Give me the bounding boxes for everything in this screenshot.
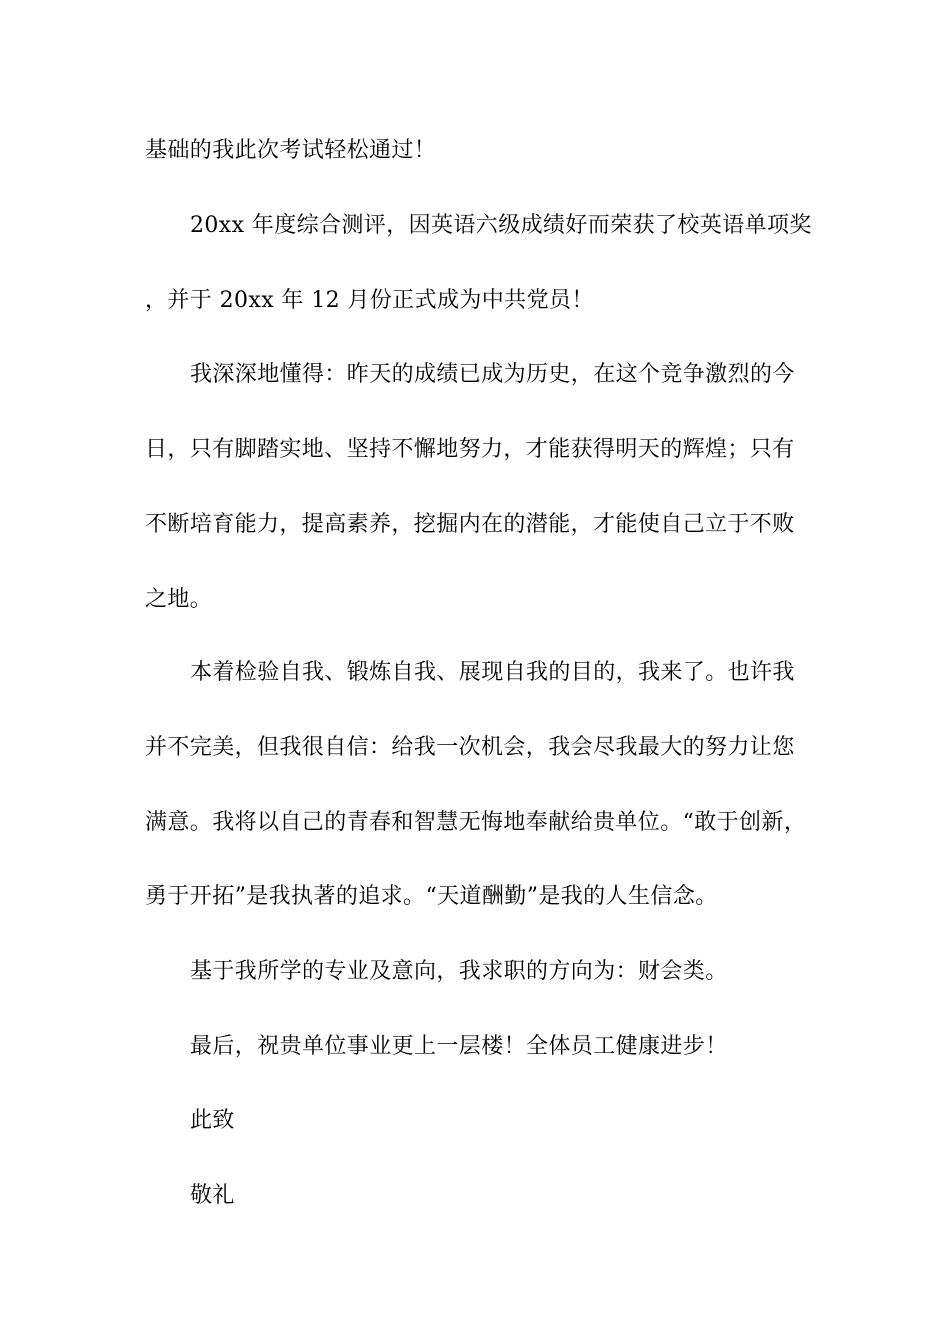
text-line-4: 我深深地懂得：昨天的成绩已成为历史，在这个竞争激烈的今 (190, 362, 795, 387)
text-line-13: 最后，祝贵单位事业更上一层楼！全体员工健康进步！ (190, 1034, 728, 1059)
text-line-11: 勇于开拓”是我执著的追求。“天道酬勤”是我的人生信念。 (145, 884, 718, 909)
closing-salutation: 此致 (190, 1108, 235, 1133)
text-line-3: ，并于 20xx 年 12 月份正式成为中共党员！ (145, 288, 594, 313)
text-line-7: 之地。 (145, 587, 213, 612)
text-line-10: 满意。我将以自己的青春和智慧无悔地奉献给贵单位。“敢于创新， (145, 810, 807, 835)
text-line-8: 本着检验自我、锻炼自我、展现自我的目的，我来了。也许我 (190, 660, 795, 685)
text-line-2: 20xx 年度综合测评，因英语六级成绩好而荣获了校英语单项奖 (190, 213, 812, 238)
text-line-5: 日，只有脚踏实地、坚持不懈地努力，才能获得明天的辉煌；只有 (145, 437, 795, 462)
text-line-12: 基于我所学的专业及意向，我求职的方向为：财会类。 (190, 959, 728, 984)
text-line-6: 不断培育能力，提高素养，挖掘内在的潜能，才能使自己立于不败 (145, 512, 795, 537)
text-line-9: 并不完美，但我很自信：给我一次机会，我会尽我最大的努力让您 (145, 735, 795, 760)
closing-regards: 敬礼 (190, 1183, 235, 1208)
text-line-1: 基础的我此次考试轻松通过！ (145, 138, 437, 163)
